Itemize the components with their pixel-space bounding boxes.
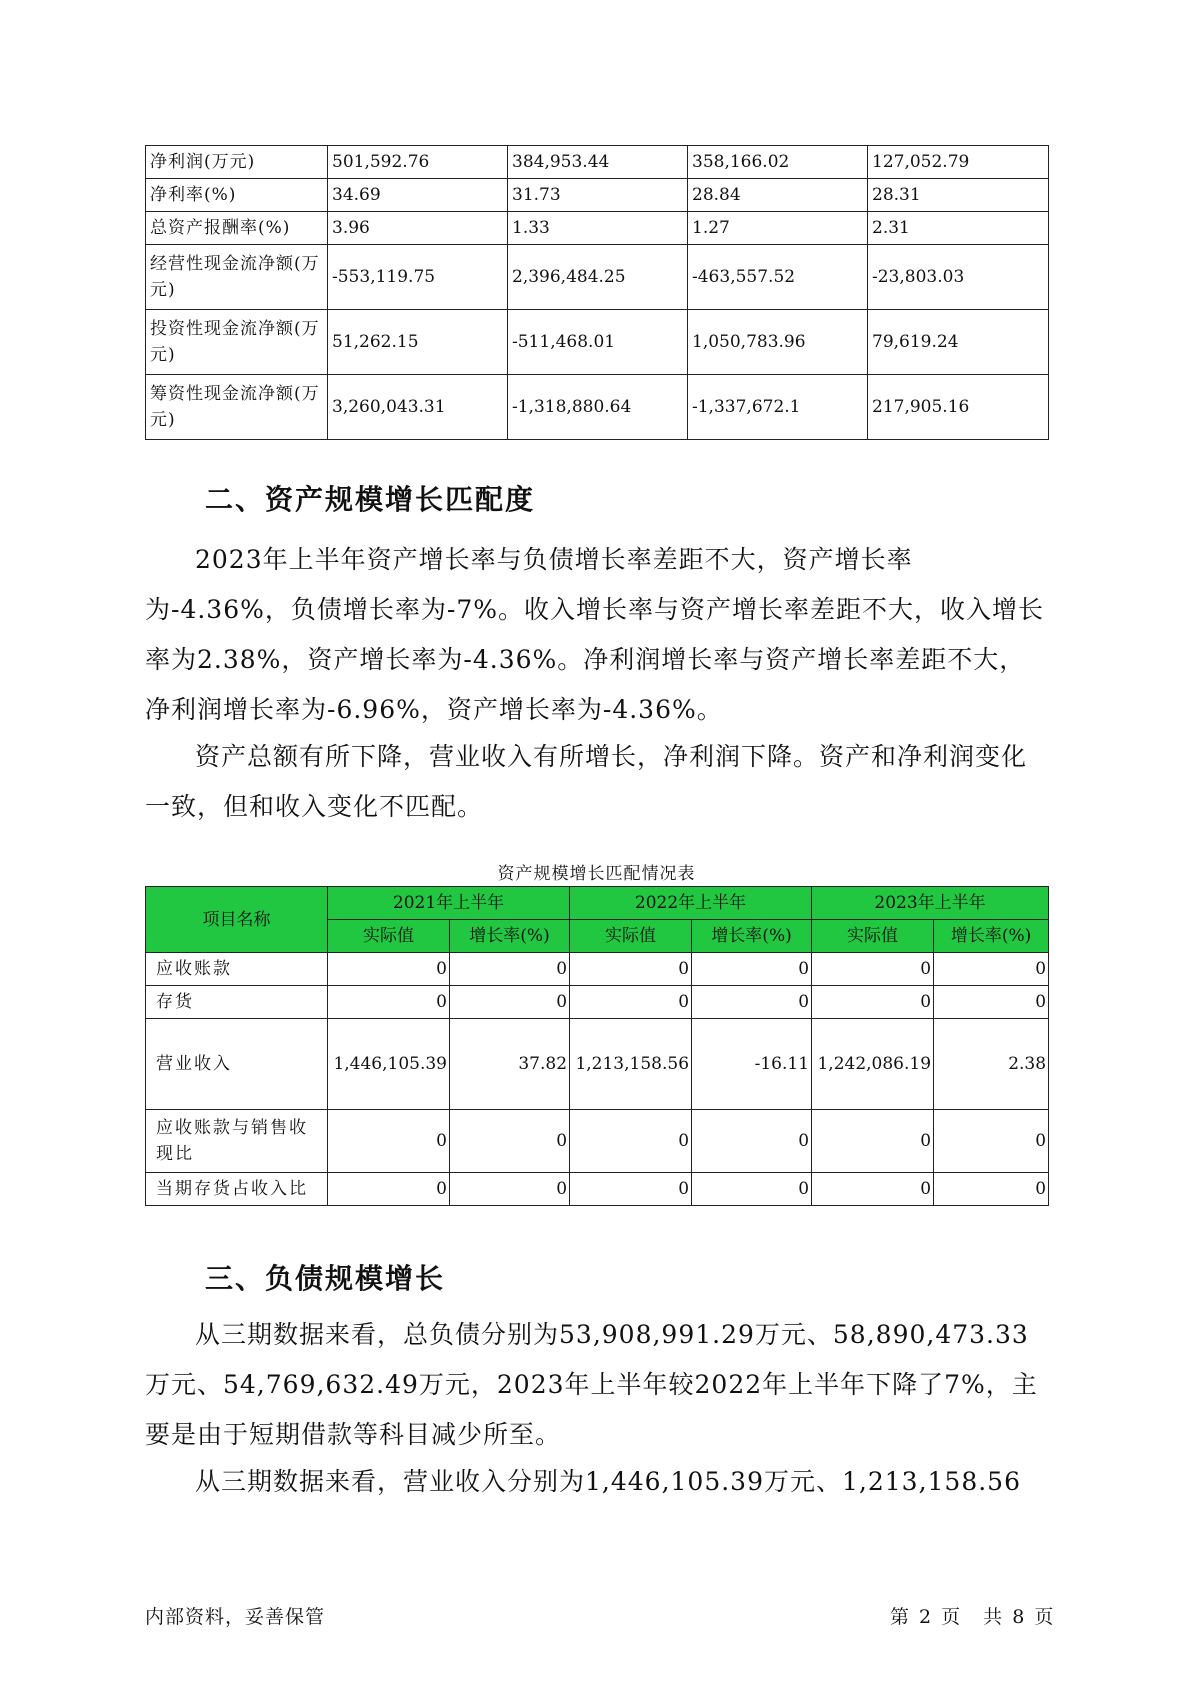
row-label: 营业收入 [146, 1019, 328, 1110]
table-cell: 0 [450, 1110, 570, 1173]
table-cell: 2.31 [868, 212, 1049, 245]
row-label: 应收账款 [146, 953, 328, 986]
paragraph: 从三期数据来看，总负债分别为53,908,991.29万元、58,890,473.33万元、54,769,632.49万元，2023年上半年较2022年上半年下降了7%，主要是由于短期借款等科目减少所至。 [145, 1320, 1038, 1449]
table-cell: 2.38 [934, 1019, 1049, 1110]
table-row [146, 179, 1049, 212]
table-cell: 0 [328, 986, 450, 1019]
table-cell: 0 [812, 986, 934, 1019]
table-cell: 0 [934, 1173, 1049, 1206]
table-row [146, 986, 1049, 1019]
table-cell: 0 [570, 1110, 692, 1173]
row-label: 应收账款与销售收现比 [146, 1110, 328, 1173]
row-label: 净利润(万元) [146, 146, 328, 179]
table-cell: 358,166.02 [688, 146, 868, 179]
table-cell: 28.84 [688, 179, 868, 212]
table-row [146, 245, 1049, 310]
subheader-growth: 增长率(%) [692, 920, 812, 953]
table-cell: 79,619.24 [868, 310, 1049, 375]
table-cell: 0 [812, 1173, 934, 1206]
table-cell: 37.82 [450, 1019, 570, 1110]
table-cell: 0 [692, 1110, 812, 1173]
table-cell: 0 [450, 986, 570, 1019]
table-cell: 0 [812, 953, 934, 986]
table-cell: -1,337,672.1 [688, 375, 868, 440]
table-cell: 0 [450, 1173, 570, 1206]
table-cell: 28.31 [868, 179, 1049, 212]
row-label: 经营性现金流净额(万元) [146, 245, 328, 310]
table-row [146, 212, 1049, 245]
table-cell: -553,119.75 [328, 245, 508, 310]
table-row [146, 953, 1049, 986]
table-row [146, 1019, 1049, 1110]
asset-growth-match-table [145, 886, 1049, 1206]
table-cell: 1,242,086.19 [812, 1019, 934, 1110]
header-row [146, 887, 1049, 920]
header-period: 2023年上半年 [812, 887, 1049, 920]
table-cell: -463,557.52 [688, 245, 868, 310]
table-cell: 0 [328, 953, 450, 986]
paragraph: 2023年上半年资产增长率与负债增长率差距不大，资产增长率为-4.36%，负债增长率为-7%。收入增长率与资产增长率差距不大，收入增长率为2.38%，资产增长率为-4.36%。净利润增长率与资产增长率差距不大，净利润增长率为-6.96%，资产增长率为-4.36%。 [145, 545, 1044, 724]
table-row [146, 1110, 1049, 1173]
row-label: 净利率(%) [146, 179, 328, 212]
table-cell: 0 [692, 953, 812, 986]
header-period: 2021年上半年 [328, 887, 570, 920]
table-cell: 3.96 [328, 212, 508, 245]
table-row [146, 1173, 1049, 1206]
subheader-growth: 增长率(%) [450, 920, 570, 953]
footer-confidential-note: 内部资料，妥善保管 [145, 1606, 326, 1628]
table-cell: 34.69 [328, 179, 508, 212]
table-cell: -23,803.03 [868, 245, 1049, 310]
table-cell: 1,050,783.96 [688, 310, 868, 375]
table-cell: 0 [450, 953, 570, 986]
table-cell: -16.11 [692, 1019, 812, 1110]
paragraph: 从三期数据来看，营业收入分别为1,446,105.39万元、1,213,158.56 [195, 1467, 1021, 1496]
table-cell: 1,213,158.56 [570, 1019, 692, 1110]
table-caption: 资产规模增长匹配情况表 [497, 864, 696, 884]
row-label: 投资性现金流净额(万元) [146, 310, 328, 375]
table-cell: 0 [812, 1110, 934, 1173]
table-cell: 0 [692, 1173, 812, 1206]
table-cell: -511,468.01 [508, 310, 688, 375]
table-cell: 0 [570, 953, 692, 986]
paragraph: 资产总额有所下降，营业收入有所增长，净利润下降。资产和净利润变化一致，但和收入变化不匹配。 [145, 742, 1028, 821]
table-cell: 31.73 [508, 179, 688, 212]
subheader-actual: 实际值 [812, 920, 934, 953]
table-cell: 1,446,105.39 [328, 1019, 450, 1110]
table-cell: 0 [570, 986, 692, 1019]
header-period: 2022年上半年 [570, 887, 812, 920]
table-cell: 0 [692, 986, 812, 1019]
table-cell: 0 [934, 986, 1049, 1019]
subheader-actual: 实际值 [328, 920, 450, 953]
subheader-actual: 实际值 [570, 920, 692, 953]
table-cell: 384,953.44 [508, 146, 688, 179]
table-row [146, 310, 1049, 375]
row-label: 当期存货占收入比 [146, 1173, 328, 1206]
table-cell: 51,262.15 [328, 310, 508, 375]
row-label: 筹资性现金流净额(万元) [146, 375, 328, 440]
financial-indicator-table [145, 145, 1049, 440]
table-cell: 3,260,043.31 [328, 375, 508, 440]
table-cell: 2,396,484.25 [508, 245, 688, 310]
table-cell: 1.27 [688, 212, 868, 245]
table-cell: 0 [328, 1110, 450, 1173]
section-heading: 三、负债规模增长 [205, 1262, 446, 1295]
table-cell: -1,318,880.64 [508, 375, 688, 440]
header-item-name: 项目名称 [146, 887, 328, 953]
table-cell: 0 [570, 1173, 692, 1206]
row-label: 总资产报酬率(%) [146, 212, 328, 245]
section-heading: 二、资产规模增长匹配度 [205, 483, 536, 516]
table-cell: 217,905.16 [868, 375, 1049, 440]
table-cell: 1.33 [508, 212, 688, 245]
table-row [146, 375, 1049, 440]
table-cell: 0 [328, 1173, 450, 1206]
table-cell: 127,052.79 [868, 146, 1049, 179]
table-cell: 0 [934, 953, 1049, 986]
table-cell: 0 [934, 1110, 1049, 1173]
table-row [146, 146, 1049, 179]
row-label: 存货 [146, 986, 328, 1019]
table-cell: 501,592.76 [328, 146, 508, 179]
subheader-growth: 增长率(%) [934, 920, 1049, 953]
page-number: 第 2 页 共 8 页 [890, 1606, 1056, 1628]
